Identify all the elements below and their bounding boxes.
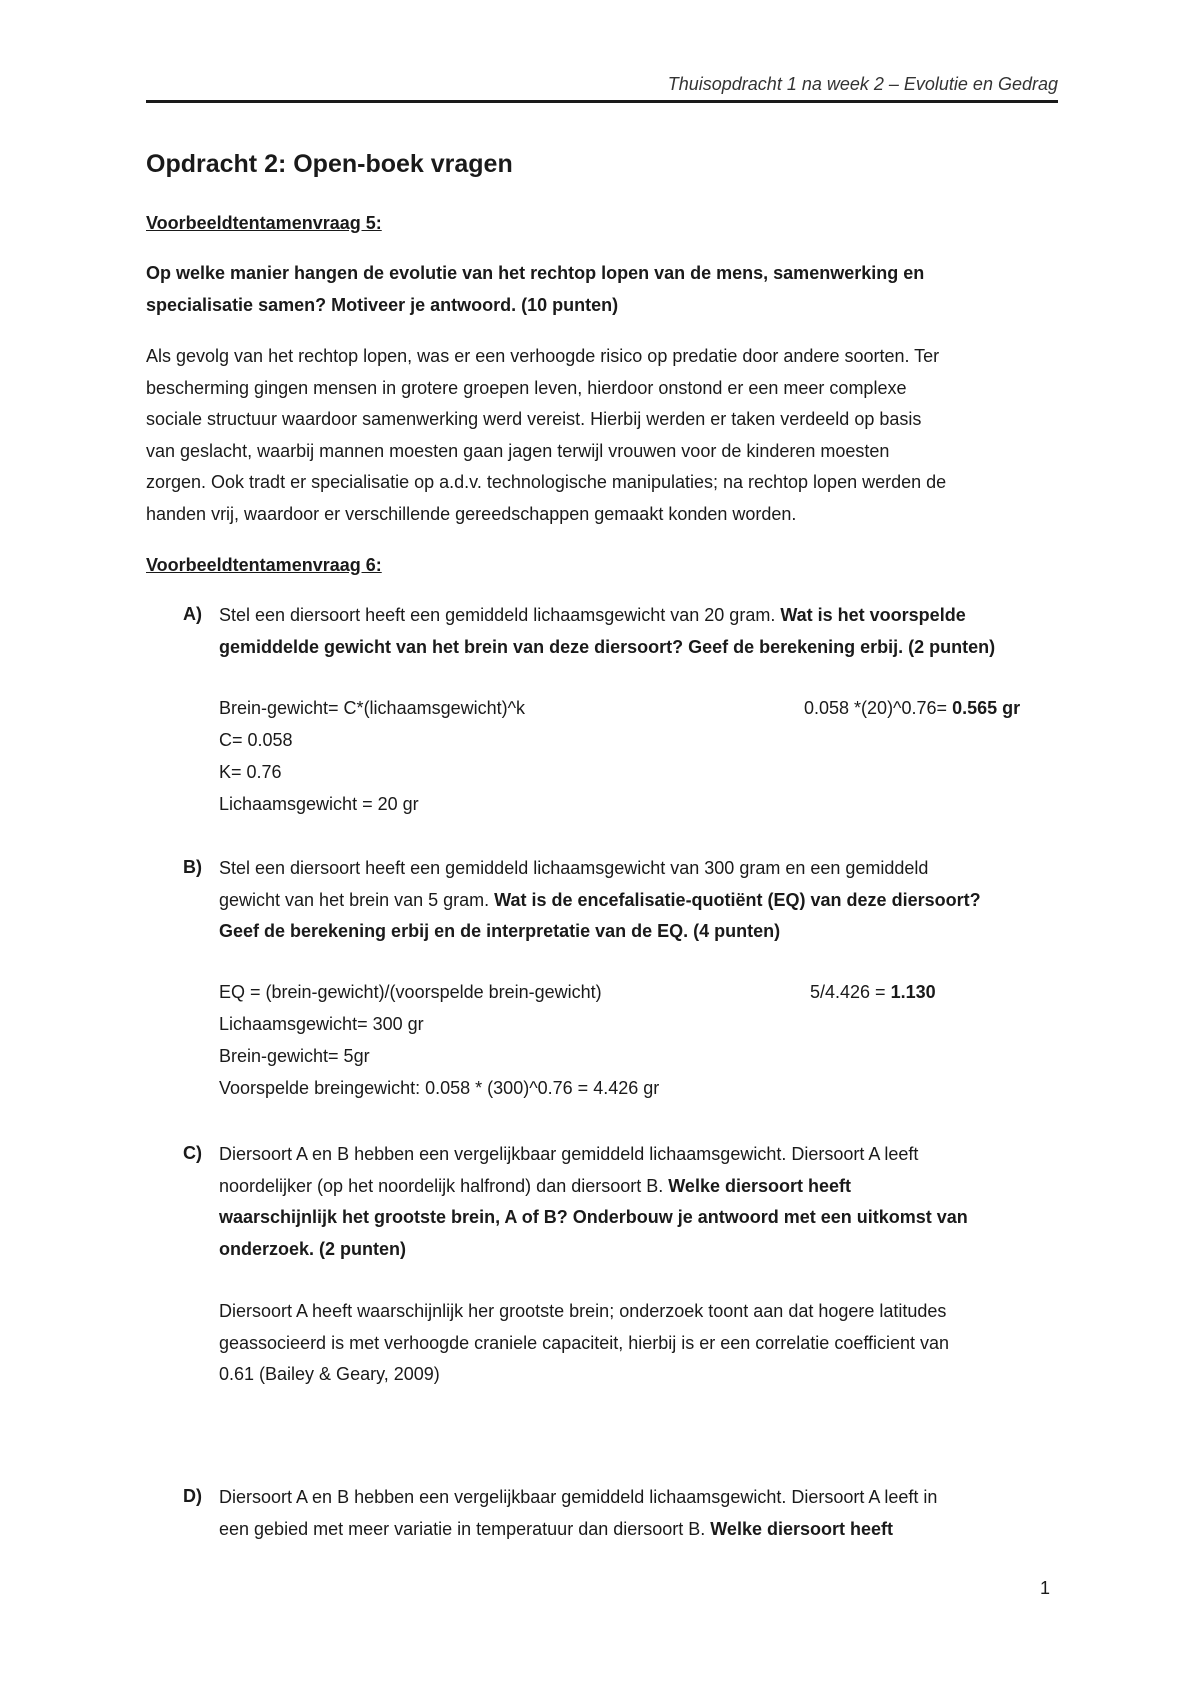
q6c-line2-plain: noordelijker (op het noordelijk halfrond) dan diersoort B.	[219, 1175, 669, 1196]
q5-answer-line: Als gevolg van het rechtop lopen, was er een verhoogde risico op predatie door andere soorten. Ter	[146, 346, 940, 366]
q6d-line2-plain: een gebied met meer variatie in temperatuur dan diersoort B.	[219, 1518, 711, 1539]
q6a-body-weight: Lichaamsgewicht = 20 gr	[219, 794, 419, 814]
q6c-answer-line: Diersoort A heeft waarschijnlijk her grootste brein; onderzoek toont aan dat hogere latitudes	[219, 1301, 947, 1321]
q6b-calc-result: 1.130	[890, 982, 936, 1002]
q5-answer-line: handen vrij, waardoor er verschillende gereedschappen gemaakt konden worden.	[146, 503, 797, 524]
q5-question-line: specialisatie samen? Motiveer je antwoord. (10 punten)	[146, 294, 619, 315]
q6-heading: Voorbeeldtentamenvraag 6:	[146, 555, 382, 575]
q6a-k-value: K= 0.76	[219, 762, 282, 782]
q5-question	[146, 258, 924, 321]
q6c-question	[219, 1139, 1099, 1265]
q6a-line1-bold: Wat is het voorspelde	[780, 605, 966, 625]
q6d-line1: Diersoort A en B hebben een vergelijkbaar gemiddeld lichaamsgewicht. Diersoort A leeft in	[219, 1487, 938, 1507]
q6b-question	[219, 853, 1099, 948]
page-number: 1	[1040, 1578, 1051, 1598]
q6a-line1-plain: Stel een diersoort heeft een gemiddeld lichaamsgewicht van 20 gram.	[219, 605, 781, 625]
q6c-answer-line: 0.61 (Bailey & Geary, 2009)	[219, 1364, 440, 1384]
q6c-line3-bold: waarschijnlijk het grootste brein, A of B? Onderbouw je antwoord met een uitkomst van	[219, 1207, 968, 1227]
q6a-label: A)	[183, 604, 202, 624]
q6b-calculation	[810, 982, 936, 1013]
q6c-answer-line: geassocieerd is met verhoogde craniele capaciteit, hierbij is er een correlatie coefficient van	[219, 1332, 950, 1353]
q6a-calculation	[804, 698, 1020, 729]
q6a-c-value: C= 0.058	[219, 730, 293, 750]
q6b-line1: Stel een diersoort heeft een gemiddeld lichaamsgewicht van 300 gram en een gemiddeld	[219, 858, 929, 878]
q6c-label: C)	[183, 1143, 202, 1163]
page-title: Opdracht 2: Open-boek vragen	[146, 150, 513, 178]
q6a-question	[219, 600, 1099, 663]
q5-answer-line: sociale structuur waardoor samenwerking werd vereist. Hierbij werden er taken verdeeld op basis	[146, 409, 922, 429]
q6c-line1: Diersoort A en B hebben een vergelijkbaar gemiddeld lichaamsgewicht. Diersoort A leeft	[219, 1144, 919, 1164]
q6b-label: B)	[183, 857, 202, 877]
q5-answer	[146, 341, 946, 530]
q6a-calc-plain: 0.058 *(20)^0.76=	[804, 698, 953, 718]
q5-answer-line: van geslacht, waarbij mannen moesten gaan jagen terwijl vrouwen voor de kinderen moesten	[146, 440, 890, 461]
q6b-brain-weight: Brein-gewicht= 5gr	[219, 1046, 370, 1066]
q6b-predicted-weight: Voorspelde breingewicht: 0.058 * (300)^0.76 = 4.426 gr	[219, 1078, 660, 1098]
q6a-calc-result: 0.565 gr	[952, 698, 1021, 718]
q5-heading: Voorbeeldtentamenvraag 5:	[146, 213, 382, 233]
q6c-line4-bold: onderzoek. (2 punten)	[219, 1238, 407, 1259]
q6c-answer	[219, 1296, 1099, 1391]
q6d-line2-bold: Welke diersoort heeft	[710, 1518, 893, 1539]
q6b-line2-bold: Wat is de encefalisatie-quotiënt (EQ) van deze diersoort?	[494, 889, 981, 910]
q6b-formula: EQ = (brein-gewicht)/(voorspelde brein-gewicht)	[219, 982, 602, 1002]
q6b-line3-bold: Geef de berekening erbij en de interpretatie van de EQ. (4 punten)	[219, 921, 781, 941]
q5-answer-line: bescherming gingen mensen in grotere groepen leven, hierdoor onstond er een meer complexe	[146, 377, 907, 398]
q6d-question	[219, 1482, 1099, 1545]
running-header: Thuisopdracht 1 na week 2 – Evolutie en Gedrag	[667, 74, 1058, 94]
header-rule	[146, 100, 1058, 103]
q6c-line2-bold: Welke diersoort heeft	[668, 1175, 851, 1196]
q5-answer-line: zorgen. Ook tradt er specialisatie op a.d.v. technologische manipulaties; na rechtop lopen werden de	[146, 472, 947, 492]
q6d-label: D)	[183, 1486, 202, 1506]
q5-question-line: Op welke manier hangen de evolutie van het rechtop lopen van de mens, samenwerking en	[146, 263, 925, 283]
q6b-calc-plain: 5/4.426 =	[810, 982, 891, 1002]
q6a-line2-bold: gemiddelde gewicht van het brein van deze diersoort? Geef de berekening erbij. (2 punten)	[219, 636, 996, 657]
q6b-line2-plain: gewicht van het brein van 5 gram.	[219, 889, 495, 910]
q6a-formula: Brein-gewicht= C*(lichaamsgewicht)^k	[219, 698, 526, 718]
q6b-body-weight: Lichaamsgewicht= 300 gr	[219, 1014, 424, 1034]
